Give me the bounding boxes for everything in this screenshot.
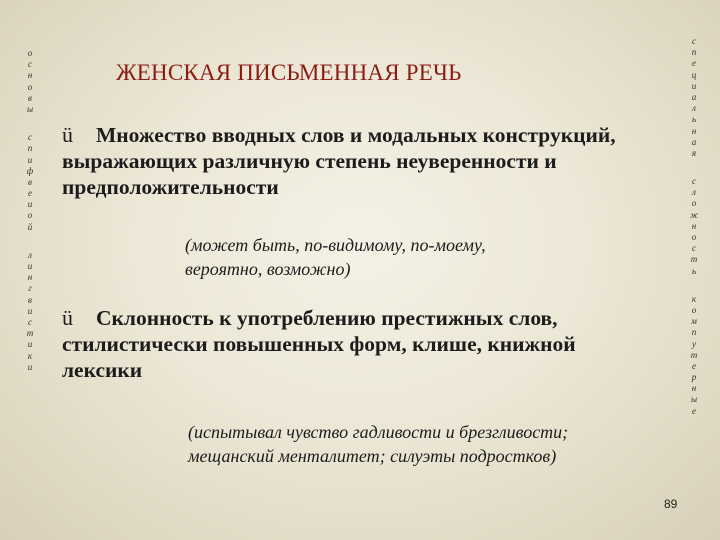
vertical-letter: и (27, 261, 33, 271)
bullet-line (62, 305, 692, 331)
bullet-line: стилистически повышенных форм, клише, книжной (62, 332, 576, 356)
vertical-letter: н (691, 220, 697, 231)
example-block (188, 420, 668, 468)
vertical-letter: л (28, 249, 32, 260)
vertical-letter: е (692, 360, 696, 371)
vertical-letter: е (692, 405, 696, 416)
vertical-letter: е (28, 188, 32, 199)
vertical-letter: и (27, 361, 33, 372)
vertical-letter: о (27, 81, 33, 92)
vertical-letter: и (27, 154, 33, 165)
vertical-letter: в (28, 294, 32, 305)
bullet-line: лексики (62, 358, 143, 382)
page-number: 89 (664, 497, 678, 511)
vertical-letter: и (27, 339, 33, 350)
vertical-letter: ы (26, 103, 34, 114)
example-line: (испытывал чувство гадливости и брезгливости; (188, 422, 569, 442)
vertical-letter: в (28, 176, 32, 187)
slide-title: ЖЕНСКАЯ ПИСЬМЕННАЯ РЕЧЬ (116, 60, 462, 85)
vertical-letter: с (28, 132, 32, 143)
vertical-letter: г (28, 283, 32, 294)
vertical-letter: л (692, 187, 696, 198)
bullet-text: Множество вводных слов и модальных конструкций, (96, 123, 616, 147)
vertical-letter: п (691, 327, 697, 338)
vertical-letter: м (691, 316, 697, 327)
vertical-letter: л (692, 103, 696, 114)
vertical-letter: я (691, 147, 697, 158)
vertical-letter: с (692, 36, 696, 46)
vertical-letter: ь (691, 114, 697, 125)
vertical-letter: и (691, 80, 697, 91)
vertical-letter: о (691, 304, 697, 315)
vertical-letter: о (27, 48, 33, 58)
vertical-letter: е (692, 58, 696, 69)
vertical-letter: т (26, 328, 34, 339)
vertical-letter: ф (26, 165, 34, 176)
example-line: (может быть, по-видимому, по-моему, (185, 235, 486, 255)
bullet-text: Склонность к употреблению престижных слов, (96, 306, 558, 330)
vertical-letter: р (691, 372, 697, 383)
vertical-letter: а (691, 91, 697, 102)
bullet-line (62, 122, 692, 148)
vertical-letter: ж (689, 209, 699, 220)
vertical-letter: с (692, 243, 696, 254)
example-line: вероятно, возможно) (185, 259, 351, 279)
example-block (185, 233, 625, 281)
vertical-letter: ь (691, 265, 697, 276)
vertical-letter: у (692, 338, 696, 349)
vertical-letter: о (691, 198, 697, 209)
vertical-letter: с (692, 176, 696, 187)
vertical-letter: н (27, 70, 33, 81)
vertical-letter: н (691, 125, 697, 136)
vertical-letter: к (27, 350, 33, 361)
example-line: мещанский менталитет; силуэты подростков) (188, 446, 557, 466)
checkmark-icon: ü (62, 305, 73, 330)
bullet-point (62, 122, 692, 200)
vertical-letter: н (27, 272, 33, 283)
vertical-letter: п (691, 47, 697, 58)
vertical-letter: с (28, 316, 32, 327)
vertical-letter: о (27, 210, 33, 221)
vertical-letter: а (691, 136, 697, 147)
vertical-letter: т (690, 254, 698, 265)
vertical-letter: ц (691, 69, 697, 80)
vertical-letter: т (690, 349, 698, 360)
vertical-letter: ы (690, 394, 698, 405)
vertical-letter: н (691, 383, 697, 394)
bullet-line: предположительности (62, 175, 279, 199)
vertical-letter: п (27, 143, 33, 154)
vertical-letter: й (27, 221, 33, 232)
checkmark-icon: ü (62, 122, 73, 147)
left-vertical-text (23, 48, 37, 373)
bullet-line: выражающих различную степень неуверенности и (62, 149, 557, 173)
vertical-letter: в (28, 92, 32, 103)
vertical-letter: и (27, 199, 33, 210)
vertical-letter: к (691, 293, 697, 304)
vertical-letter: с (28, 59, 32, 70)
bullet-point (62, 305, 692, 383)
vertical-letter: о (691, 232, 697, 242)
vertical-letter: и (27, 305, 33, 316)
